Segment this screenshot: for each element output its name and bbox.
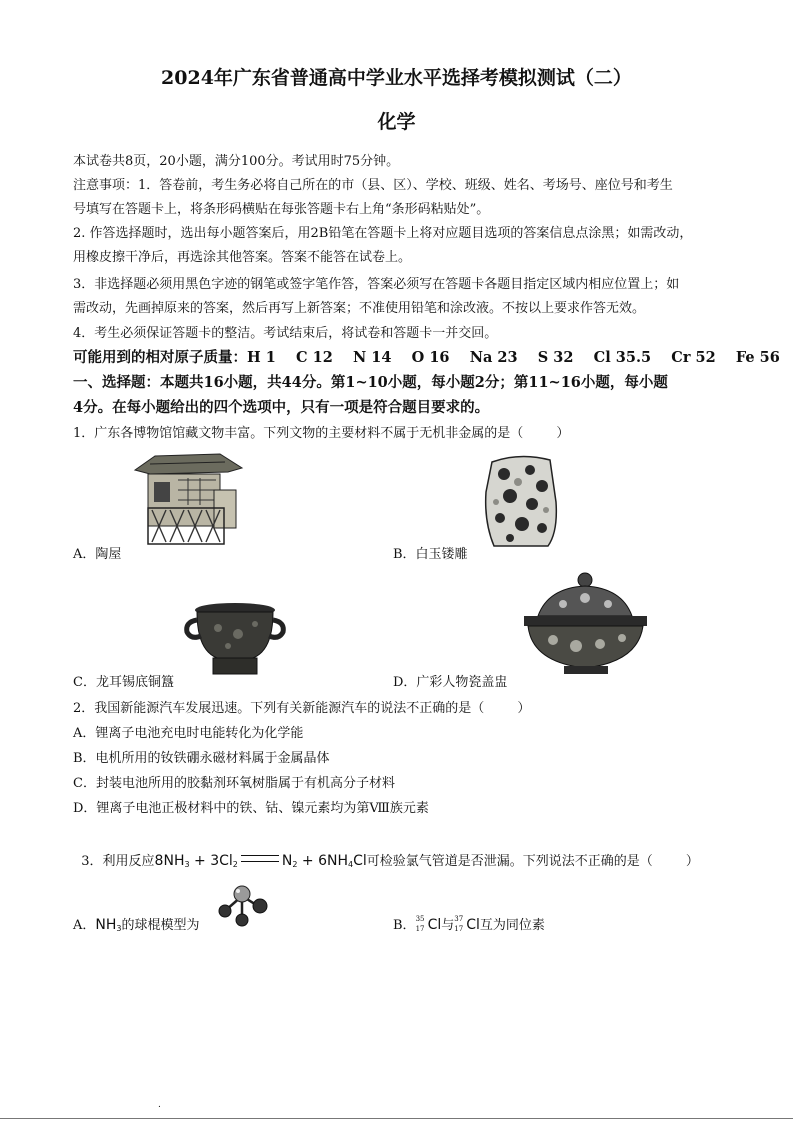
equals-sign <box>241 855 279 862</box>
q1-option-d: D．广彩人物瓷盖盅 <box>393 675 508 690</box>
atomic-masses: 可能用到的相对原子质量：H 1 C 12 N 14 O 16 Na 23 S 32 Cl 35.5 Cr 52 Fe 56 <box>73 349 780 366</box>
q2-option-a: A．锂离子电池充电时电能转化为化学能 <box>73 726 304 741</box>
q1-option-b: B．白玉镂雕 <box>393 547 468 562</box>
note3-line2: 需改动，先画掉原来的答案，然后再写上新答案；不准使用铅笔和涂改液。不按以上要求作答无效。 <box>73 301 646 316</box>
note4: 4．考生必须保证答题卡的整洁。考试结束后，将试卷和答题卡一并交回。 <box>73 326 498 341</box>
reaction-equation: $8NH_3 + 3Cl_2$ $N_2 + 6NH_4Cl$ <box>154 853 367 869</box>
note2-line1: 2. 作答选择题时，选出每小题答案后，用2B铅笔在答题卡上将对应题目选项的答案信息点涂黑；如需改动， <box>73 226 693 241</box>
q3-option-a: A．$NH_3$的球棍模型为 <box>73 917 200 933</box>
exam-title: 2024年广东省普通高中学业水平选择考模拟测试（二） <box>161 67 632 89</box>
note3-line1: 3．非选择题必须用黑色字迹的钢笔或签字笔作答，答案必须写在答题卡各题目指定区域内相应位置上；如 <box>73 277 680 292</box>
jade-carving-image <box>480 452 560 550</box>
q1-option-c: C．龙耳锡底铜簋 <box>73 675 174 690</box>
q3-stem <box>73 835 699 869</box>
q3-suffix: 可检验氯气管道是否泄漏。下列说法不正确的是（ ） <box>366 854 699 869</box>
q2-option-d: D．锂离子电池正极材料中的铁、钴、镍元素均为第Ⅷ族元素 <box>73 801 429 816</box>
intro-text: 本试卷共8页，20小题，满分100分。考试用时75分钟。 <box>73 154 400 169</box>
section1-heading-line1: 一、选择题：本题共16小题，共44分。第1~10小题，每小题2分；第11~16小题，每小题 <box>73 374 668 391</box>
cl37-isotope: 37 17 <box>454 915 464 933</box>
cl35-isotope: 35 17 <box>415 915 425 933</box>
porcelain-bowl-image <box>518 570 653 680</box>
q3-option-b: B． 35 17 Cl与 37 17 Cl互为同位素 <box>393 915 545 933</box>
page-bottom-rule <box>0 1118 793 1119</box>
note1-line2: 号填写在答题卡上，将条形码横贴在每张答题卡右上角“条形码粘贴处”。 <box>73 202 490 217</box>
q2-option-b: B．电机所用的钕铁硼永磁材料属于金属晶体 <box>73 751 330 766</box>
bronze-gui-image <box>183 600 288 678</box>
q1-stem: 1．广东各博物馆馆藏文物丰富。下列文物的主要材料不属于无机非金属的是（ ） <box>73 426 570 441</box>
subject-title: 化学 <box>377 111 416 133</box>
q3-prefix: 3．利用反应 <box>81 854 155 869</box>
nh3-formula: $NH_3$ <box>95 917 122 933</box>
pottery-house-image <box>130 450 245 550</box>
note1-line1: 注意事项：1．答卷前，考生务必将自己所在的市（县、区）、学校、班级、姓名、考场号、座位号和考生 <box>73 178 673 193</box>
q2-stem: 2．我国新能源汽车发展迅速。下列有关新能源汽车的说法不正确的是（ ） <box>73 701 531 716</box>
section1-heading-line2: 4分。在每小题给出的四个选项中，只有一项是符合题目要求的。 <box>73 399 490 416</box>
footer-dot: . <box>158 1100 161 1110</box>
q2-option-c: C．封装电池所用的胶黏剂环氧树脂属于有机高分子材料 <box>73 776 395 791</box>
note2-line2: 用橡皮擦干净后，再选涂其他答案。答案不能答在试卷上。 <box>73 250 412 265</box>
nh3-ball-and-stick-model <box>214 882 274 932</box>
q1-option-a: A．陶屋 <box>73 547 122 562</box>
